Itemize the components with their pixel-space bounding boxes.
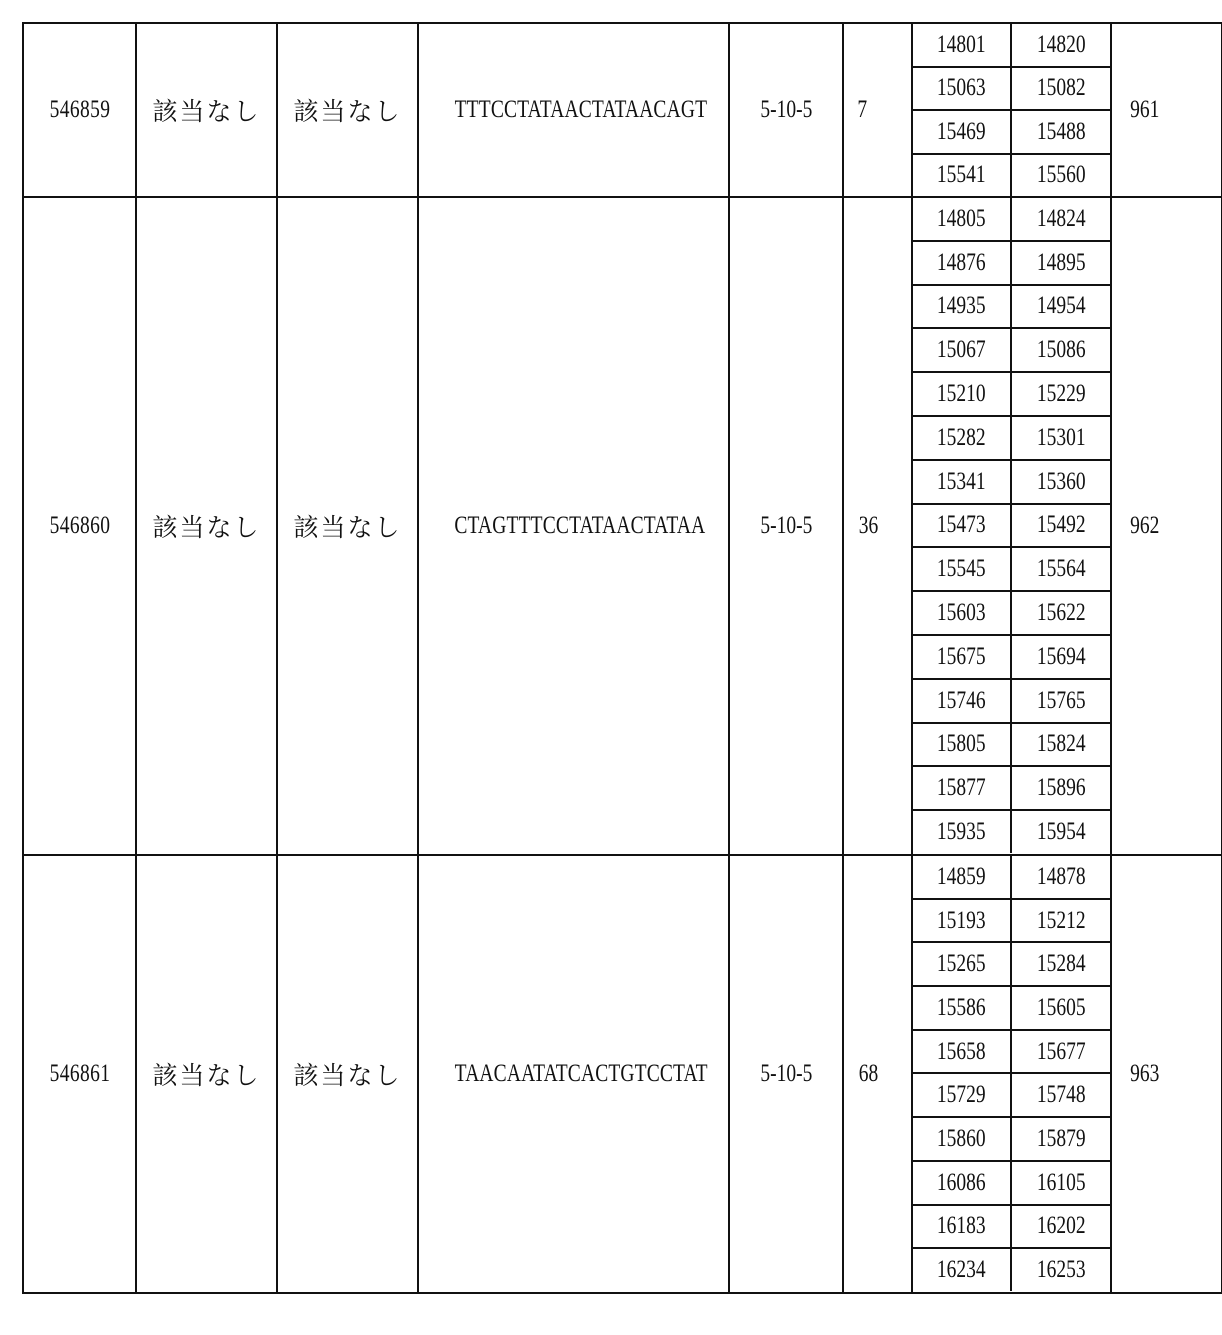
site-end: 15879 <box>1011 1117 1110 1161</box>
site-row <box>913 986 1110 1030</box>
motif-text: 5-10-5 <box>760 512 812 539</box>
sequence-text: CTAGTTTCCTATAACTATAA <box>454 512 706 539</box>
count-text: 36 <box>858 512 879 539</box>
site-start: 15541 <box>913 154 1011 197</box>
motif-text: 5-10-5 <box>760 96 812 123</box>
site-start: 15282 <box>913 416 1011 460</box>
site-end: 14954 <box>1011 285 1110 329</box>
site-row <box>913 1117 1110 1161</box>
site-row <box>913 723 1110 767</box>
compound-id-cell <box>23 23 136 197</box>
site-start: 15545 <box>913 547 1011 591</box>
site-end: 15229 <box>1011 372 1110 416</box>
seq-id-cell <box>1111 855 1222 1293</box>
table-row <box>23 855 1222 1293</box>
site-end: 15086 <box>1011 328 1110 372</box>
site-start: 15473 <box>913 504 1011 548</box>
site-row <box>913 899 1110 943</box>
site-row <box>913 328 1110 372</box>
count-text: 7 <box>857 96 868 123</box>
site-end: 15824 <box>1011 723 1110 767</box>
site-start: 15265 <box>913 942 1011 986</box>
site-row <box>913 460 1110 504</box>
site-row <box>913 67 1110 111</box>
site-end: 15564 <box>1011 547 1110 591</box>
table-row <box>23 23 1222 197</box>
site-end: 15605 <box>1011 986 1110 1030</box>
site-end: 15694 <box>1011 635 1110 679</box>
site-start: 16183 <box>913 1205 1011 1249</box>
motif-cell <box>729 197 843 855</box>
site-row <box>913 635 1110 679</box>
site-row <box>913 856 1110 899</box>
target-a-cell: 該当なし <box>136 23 277 197</box>
site-start: 14805 <box>913 198 1011 241</box>
site-end: 14878 <box>1011 856 1110 899</box>
site-row <box>913 1073 1110 1117</box>
site-end: 14895 <box>1011 241 1110 285</box>
site-start: 15193 <box>913 899 1011 943</box>
sequence-cell <box>418 855 729 1293</box>
site-row <box>913 416 1110 460</box>
site-end: 14820 <box>1011 24 1110 67</box>
sequence-text: TTTCCTATAACTATAACAGT <box>454 96 708 123</box>
site-start: 14801 <box>913 24 1011 67</box>
table-row <box>23 197 1222 855</box>
site-row <box>913 679 1110 723</box>
site-row <box>913 810 1110 853</box>
count-text: 68 <box>858 1060 879 1087</box>
target-b-cell: 該当なし <box>277 855 418 1293</box>
site-end: 15560 <box>1036 161 1086 189</box>
sequence-text: TAACAATATCACTGTCCTAT <box>454 1060 708 1087</box>
site-row <box>913 372 1110 416</box>
seq-id-cell <box>1111 197 1222 855</box>
site-row <box>913 766 1110 810</box>
sites-cell <box>912 23 1111 197</box>
count-cell <box>843 855 912 1293</box>
site-row <box>913 504 1110 548</box>
site-start: 14876 <box>913 241 1011 285</box>
site-end: 16105 <box>1011 1161 1110 1205</box>
site-start: 15067 <box>913 328 1011 372</box>
site-end: 15284 <box>1011 942 1110 986</box>
site-row <box>913 110 1110 154</box>
site-start: 15586 <box>913 986 1011 1030</box>
seq-id-text: 962 <box>1130 512 1160 539</box>
site-start: 15469 <box>913 110 1011 154</box>
site-start: 15746 <box>913 679 1011 723</box>
site-start: 15729 <box>913 1073 1011 1117</box>
site-row <box>913 154 1110 197</box>
motif-text: 5-10-5 <box>760 1060 812 1087</box>
compound-id: 546859 <box>49 96 110 123</box>
site-row <box>913 285 1110 329</box>
site-end: 15765 <box>1011 679 1110 723</box>
site-end: 14824 <box>1011 198 1110 241</box>
site-row <box>913 1248 1110 1291</box>
target-b-cell: 該当なし <box>277 23 418 197</box>
site-start: 15063 <box>913 67 1011 111</box>
site-end: 15488 <box>1011 110 1110 154</box>
count-cell <box>843 23 912 197</box>
site-end: 16253 <box>1036 1256 1086 1284</box>
site-end: 15492 <box>1011 504 1110 548</box>
site-start: 14935 <box>913 285 1011 329</box>
sequence-cell <box>418 197 729 855</box>
site-end: 16202 <box>1011 1205 1110 1249</box>
count-cell <box>843 197 912 855</box>
site-start: 14859 <box>913 856 1011 899</box>
sequence-cell <box>418 23 729 197</box>
site-start: 16086 <box>913 1161 1011 1205</box>
sites-cell <box>912 855 1111 1293</box>
sites-cell <box>912 197 1111 855</box>
site-start: 15935 <box>913 810 1011 853</box>
site-start: 15675 <box>913 635 1011 679</box>
sites-subtable <box>913 856 1110 1291</box>
site-row <box>913 24 1110 67</box>
compound-id-cell <box>23 855 136 1293</box>
site-end: 15212 <box>1011 899 1110 943</box>
target-b-cell: 該当なし <box>277 197 418 855</box>
compound-id: 546860 <box>49 512 110 539</box>
sites-subtable <box>913 24 1110 196</box>
motif-cell <box>729 23 843 197</box>
compound-id-cell <box>23 197 136 855</box>
site-start: 15603 <box>913 591 1011 635</box>
site-start: 16234 <box>913 1248 1011 1291</box>
seq-id-cell <box>1111 23 1222 197</box>
site-start: 15210 <box>913 372 1011 416</box>
site-end: 15677 <box>1011 1030 1110 1074</box>
site-row <box>913 547 1110 591</box>
site-end: 15954 <box>1036 818 1086 846</box>
site-row <box>913 198 1110 241</box>
sites-subtable <box>913 198 1110 853</box>
site-row <box>913 1030 1110 1074</box>
seq-id-text: 961 <box>1130 96 1160 123</box>
site-row <box>913 1161 1110 1205</box>
site-end: 15301 <box>1011 416 1110 460</box>
site-start: 15805 <box>913 723 1011 767</box>
seq-id-text: 963 <box>1130 1060 1160 1087</box>
target-a-cell: 該当なし <box>136 855 277 1293</box>
site-start: 15860 <box>913 1117 1011 1161</box>
target-a-cell: 該当なし <box>136 197 277 855</box>
site-end: 15622 <box>1011 591 1110 635</box>
site-row <box>913 1205 1110 1249</box>
compound-id: 546861 <box>49 1060 110 1087</box>
oligo-sequence-table <box>22 22 1222 1294</box>
site-start: 15341 <box>913 460 1011 504</box>
site-end: 15896 <box>1011 766 1110 810</box>
site-end: 15360 <box>1011 460 1110 504</box>
site-end: 15748 <box>1011 1073 1110 1117</box>
motif-cell <box>729 855 843 1293</box>
site-row <box>913 591 1110 635</box>
site-row <box>913 241 1110 285</box>
site-start: 15877 <box>913 766 1011 810</box>
site-end: 15082 <box>1011 67 1110 111</box>
site-row <box>913 942 1110 986</box>
site-start: 15658 <box>913 1030 1011 1074</box>
